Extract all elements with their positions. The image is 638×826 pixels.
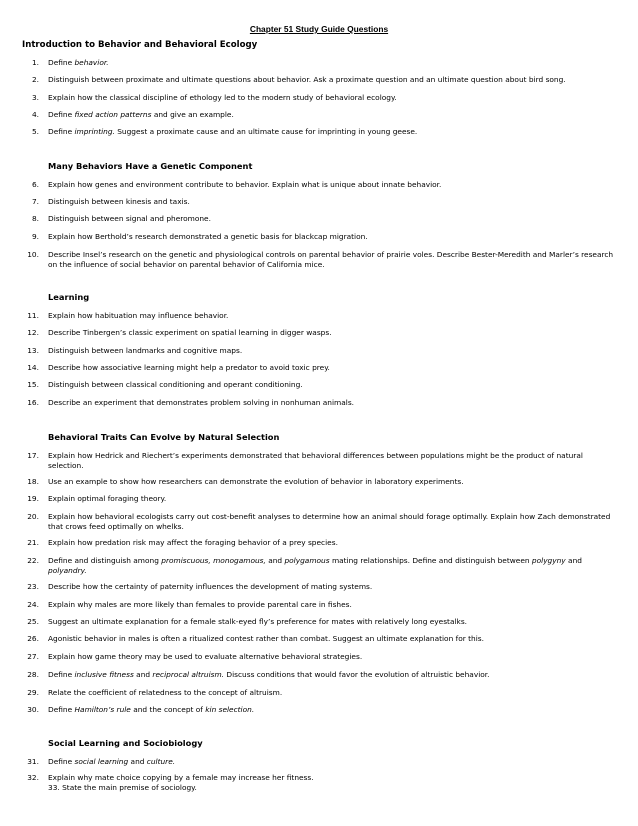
question-text	[48, 380, 614, 390]
question-term: behavior.	[74, 58, 109, 67]
question-text-part: Describe Tinbergen’s classic experiment on spatial learning in digger wasps.	[48, 328, 332, 337]
question-number: 30.	[27, 705, 39, 714]
question-term: fixed action patterns	[74, 110, 152, 119]
question-number: 1.	[31, 58, 39, 67]
question-term: Hamilton’s rule	[74, 705, 131, 714]
question-number: 7.	[31, 197, 39, 206]
question-text-part: and	[565, 556, 582, 565]
question-term: inclusive fitness	[74, 670, 134, 679]
question-text	[48, 328, 614, 338]
question-text-part: Explain how predation risk may affect the foraging behavior of a prey species.	[48, 538, 338, 547]
question-number: 14.	[27, 363, 39, 372]
question-text	[48, 58, 614, 68]
question-number: 22.	[27, 556, 39, 565]
question-text	[48, 311, 614, 321]
question-text	[48, 346, 614, 356]
question-extra-line: 33. State the main premise of sociology.	[48, 783, 197, 792]
question-text	[48, 688, 614, 698]
question-text	[48, 634, 614, 644]
question-text-part: mating relationships. Define and distinguish between	[329, 556, 532, 565]
section-heading: Learning	[48, 292, 90, 302]
question-text-part: Explain how Berthold’s research demonstrated a genetic basis for blackcap migration.	[48, 232, 368, 241]
question-text	[48, 75, 614, 85]
question-text	[48, 705, 614, 715]
question-text-part: Describe how the certainty of paternity influences the development of mating systems.	[48, 582, 373, 591]
question-text-part: Explain how behavioral ecologists carry out cost-benefit analyses to determine how an animal should forage optimally. Explain how Zach demonstrated that crows feed optimally on whelks.	[48, 512, 611, 531]
question-text-part: Discuss conditions that would favor the evolution of altruistic behavior.	[224, 670, 490, 679]
question-number: 19.	[27, 494, 39, 503]
question-term: imprinting.	[74, 127, 115, 136]
question-number: 3.	[31, 93, 39, 102]
question-text-part: and the concept of	[130, 705, 206, 714]
question-number: 4.	[31, 110, 39, 119]
question-text	[48, 556, 614, 576]
question-term: culture.	[146, 757, 176, 766]
question-text	[48, 582, 614, 592]
question-text	[48, 398, 614, 408]
question-text-part: Define	[48, 110, 75, 119]
section-heading: Social Learning and Sociobiology	[48, 738, 203, 748]
question-text-part: Explain optimal foraging theory.	[48, 494, 167, 503]
question-number: 16.	[27, 398, 39, 407]
question-number: 2.	[31, 75, 39, 84]
question-text-part: and give an example.	[151, 110, 234, 119]
question-text	[48, 214, 614, 224]
question-text	[48, 180, 614, 190]
question-text	[48, 451, 614, 471]
question-text-part: Define	[48, 757, 75, 766]
question-text	[48, 670, 614, 680]
question-number: 12.	[27, 328, 39, 337]
question-text-part: Distinguish between proximate and ultimate questions about behavior. Ask a proximate question and an ultimate question about bird song.	[48, 75, 566, 84]
question-text-part: Distinguish between landmarks and cognitive maps.	[48, 346, 243, 355]
question-number: 28.	[27, 670, 39, 679]
question-text	[48, 477, 614, 487]
section-heading: Introduction to Behavior and Behavioral Ecology	[22, 40, 258, 50]
question-text-part: Agonistic behavior in males is often a ritualized contest rather than combat. Suggest an ultimate explanation for this.	[48, 634, 484, 643]
question-number: 17.	[27, 451, 39, 460]
question-text-part: Distinguish between kinesis and taxis.	[48, 197, 190, 206]
question-text-part: Describe how associative learning might help a predator to avoid toxic prey.	[48, 363, 330, 372]
question-number: 25.	[27, 617, 39, 626]
question-text	[48, 512, 614, 532]
question-text	[48, 600, 614, 610]
question-text-part: Explain how the classical discipline of ethology led to the modern study of behavioral ecology.	[48, 93, 397, 102]
question-text-part: Distinguish between signal and pheromone.	[48, 214, 211, 223]
question-text-part: Use an example to show how researchers can demonstrate the evolution of behavior in laboratory experiments.	[48, 477, 464, 486]
question-text	[48, 773, 614, 793]
question-number: 27.	[27, 652, 39, 661]
question-text-part: Define and distinguish among	[48, 556, 162, 565]
question-term: polygyny	[531, 556, 566, 565]
question-text	[48, 197, 614, 207]
question-number: 29.	[27, 688, 39, 697]
question-term: social learning	[74, 757, 129, 766]
question-number: 8.	[31, 214, 39, 223]
question-text-part: Suggest a proximate cause and an ultimate cause for imprinting in young geese.	[114, 127, 418, 136]
question-number: 11.	[27, 311, 39, 320]
question-text	[48, 494, 614, 504]
question-text	[48, 232, 614, 242]
question-term: polyandry.	[48, 566, 87, 575]
section-heading: Behavioral Traits Can Evolve by Natural Selection	[48, 432, 280, 442]
question-text-part: Explain why males are more likely than females to provide parental care in fishes.	[48, 600, 352, 609]
question-text-part: and	[133, 670, 153, 679]
question-text-part: Suggest an ultimate explanation for a female stalk-eyed fly’s preference for mates with relatively long eyestalks.	[48, 617, 468, 626]
question-text-part: Explain why mate choice copying by a female may increase her fitness.	[48, 773, 314, 782]
question-number: 5.	[31, 127, 39, 136]
question-text	[48, 538, 614, 548]
question-text-part: Relate the coefficient of relatedness to the concept of altruism.	[48, 688, 283, 697]
question-text-part: Explain how Hedrick and Riechert’s experiments demonstrated that behavioral differences between populations might be the product of natural selection.	[48, 451, 583, 470]
question-number: 6.	[31, 180, 39, 189]
question-term: reciprocal altruism.	[152, 670, 225, 679]
question-text-part: Define	[48, 127, 75, 136]
question-number: 9.	[31, 232, 39, 241]
question-text	[48, 363, 614, 373]
question-text	[48, 127, 614, 137]
question-number: 26.	[27, 634, 39, 643]
question-number: 21.	[27, 538, 39, 547]
question-text-part: Define	[48, 670, 75, 679]
question-number: 15.	[27, 380, 39, 389]
question-term: kin selection.	[205, 705, 255, 714]
question-text-part: Describe Insel’s research on the genetic and physiological controls on parental behavior of prairie voles. Describe Bester-Meredith and Marler’s research on the influence of social behavior on parental behavior of California mice.	[48, 250, 614, 269]
question-number: 10.	[27, 250, 39, 259]
question-number: 20.	[27, 512, 39, 521]
question-text	[48, 757, 614, 767]
question-text	[48, 250, 614, 270]
section-heading: Many Behaviors Have a Genetic Component	[48, 161, 253, 171]
question-term: promiscuous, monogamous,	[161, 556, 266, 565]
question-number: 13.	[27, 346, 39, 355]
question-text-part: Explain how game theory may be used to evaluate alternative behavioral strategies.	[48, 652, 363, 661]
question-number: 24.	[27, 600, 39, 609]
question-text-part: Explain how genes and environment contribute to behavior. Explain what is unique about innate behavior.	[48, 180, 442, 189]
question-term: polygamous	[284, 556, 330, 565]
question-text	[48, 617, 614, 627]
question-number: 23.	[27, 582, 39, 591]
question-text	[48, 93, 614, 103]
question-number: 18.	[27, 477, 39, 486]
question-text-part: and	[265, 556, 285, 565]
question-text-part: Describe an experiment that demonstrates problem solving in nonhuman animals.	[48, 398, 355, 407]
question-text-part: Distinguish between classical conditioning and operant conditioning.	[48, 380, 303, 389]
question-text	[48, 652, 614, 662]
question-text-part: Explain how habituation may influence behavior.	[48, 311, 229, 320]
question-number: 31.	[27, 757, 39, 766]
question-text	[48, 110, 614, 120]
question-number: 32.	[27, 773, 39, 782]
question-text-part: Define	[48, 58, 75, 67]
question-text-part: and	[128, 757, 147, 766]
page-title: Chapter 51 Study Guide Questions	[249, 24, 389, 34]
question-text-part: Define	[48, 705, 75, 714]
